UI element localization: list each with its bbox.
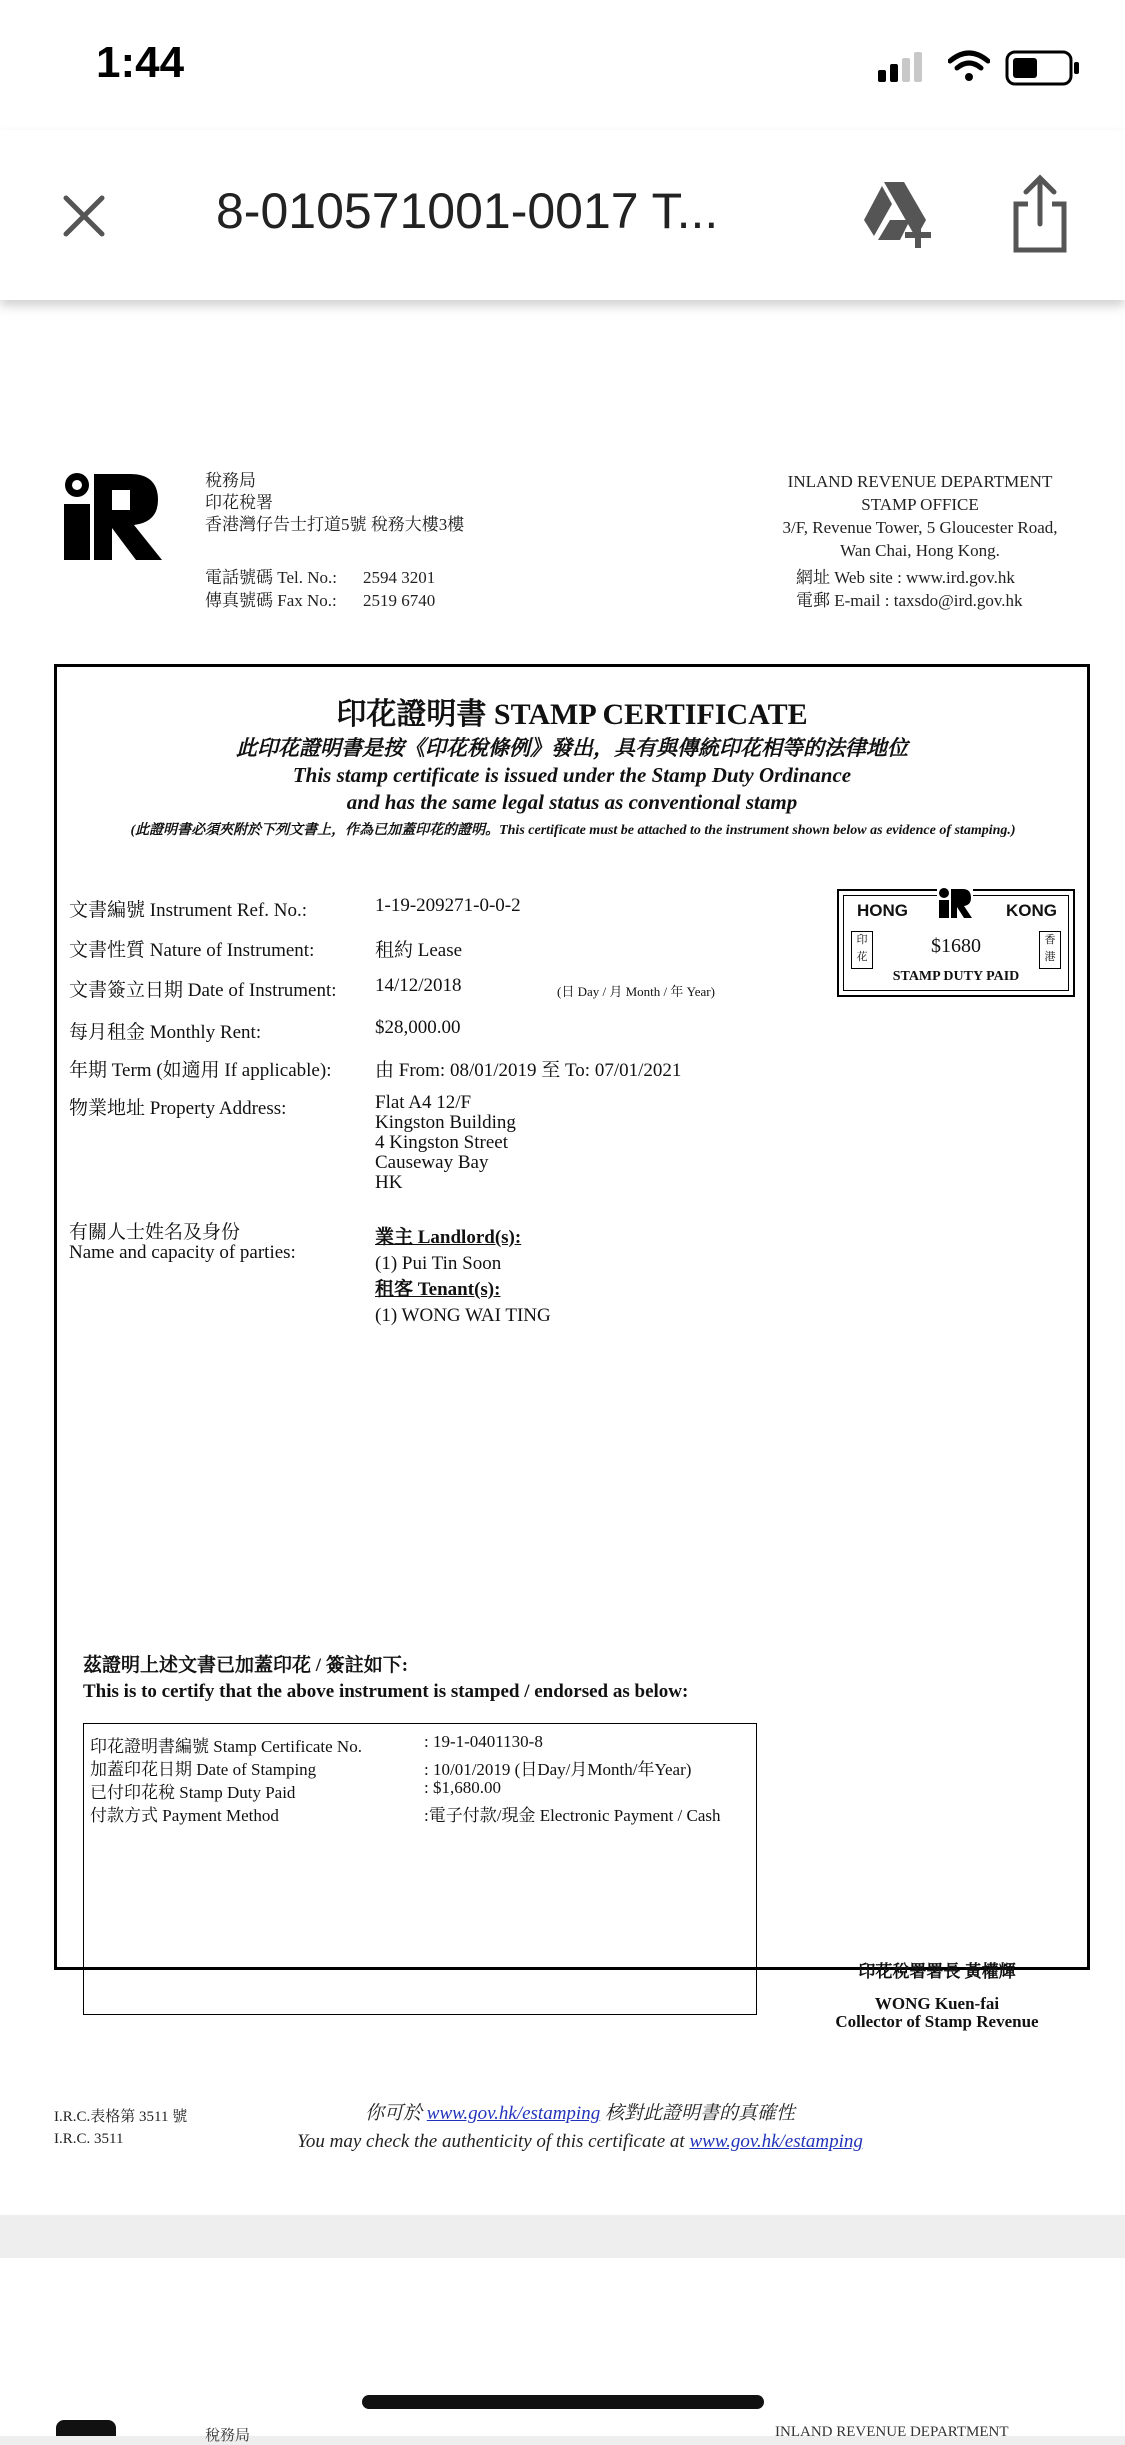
stamp-kong: KONG <box>1006 901 1057 920</box>
field-parties <box>57 1223 817 1343</box>
stamp-date-label: 加蓋印花日期 Date of Stamping <box>90 1760 317 1779</box>
parties-label-en: Name and capacity of parties: <box>69 1242 296 1263</box>
certify-en: This is to certify that the above instrument is stamped / endorsed as below: <box>83 1681 689 1702</box>
cert-no-value: : 19-1-0401130-8 <box>424 1732 543 1751</box>
tel-label: 電話號碼 Tel. No.: <box>205 568 337 587</box>
ird-logo <box>60 470 164 562</box>
parties-label-zh: 有關人士姓名及身份 <box>69 1222 241 1243</box>
stamp-paid-label: STAMP DUTY PAID <box>892 969 1020 984</box>
header-en-line: 3/F, Revenue Tower, 5 Gloucester Road, <box>782 518 1058 537</box>
address-value <box>375 1093 516 1193</box>
header-web <box>796 566 1023 612</box>
address-line: HK <box>375 1172 403 1193</box>
cert-no-label: 印花證明書編號 Stamp Certificate No. <box>90 1737 362 1756</box>
email: 電郵 E-mail : taxsdo@ird.gov.hk <box>796 591 1023 610</box>
parties-value <box>375 1225 551 1329</box>
method-value: :電子付款/現金 Electronic Payment / Cash <box>424 1806 721 1825</box>
parties-label <box>69 1223 296 1263</box>
address-label: 物業地址 Property Address: <box>69 1098 287 1119</box>
website: 網址 Web site : www.ird.gov.hk <box>796 568 1015 587</box>
pdf-page-2 <box>0 2258 1125 2436</box>
stamp-hong: HONG <box>857 901 908 920</box>
page2-ird-logo <box>56 2420 116 2436</box>
status-time: 1:44 <box>96 38 185 87</box>
form-number-zh: I.R.C.表格第 3511 號 <box>54 2109 188 2125</box>
landlord-name: (1) Pui Tin Soon <box>375 1253 502 1274</box>
certify-statement <box>83 1653 688 1705</box>
stamp-duty-paid-stamp <box>837 889 1075 997</box>
header-en-address <box>740 470 1100 562</box>
header-en-line: Wan Chai, Hong Kong. <box>840 541 1000 560</box>
certificate-title: 印花證明書 STAMP CERTIFICATE <box>336 698 808 731</box>
authenticity-en-pre: You may check the authenticity of this certificate at <box>297 2131 690 2152</box>
document-title: 8-010571001-0017 T... <box>216 183 719 239</box>
form-number <box>54 2106 187 2150</box>
subtitle-en-2: and has the same legal status as conventional stamp <box>346 790 798 814</box>
nature-value: 租約 Lease <box>375 940 463 961</box>
term-value: 由 From: 08/01/2019 至 To: 07/01/2021 <box>375 1060 682 1081</box>
cellular-signal-icon <box>878 52 928 82</box>
add-to-drive-icon[interactable] <box>860 180 934 250</box>
certificate-subtitle <box>57 735 1087 816</box>
date-label: 文書簽立日期 Date of Instrument: <box>69 980 337 1001</box>
header-zh-line: 稅務局 <box>205 471 256 490</box>
certificate-note: (此證明書必須夾附於下列文書上，作為已加蓋印花的證明。This certificate must be attached to the instrument shown below as evidence of stamping.) <box>130 823 1016 838</box>
stamp-date-value: : 10/01/2019 (日Day/月Month/年Year) <box>424 1760 692 1779</box>
nature-label: 文書性質 Nature of Instrument: <box>69 940 315 961</box>
page2-header-en: INLAND REVENUE DEPARTMENT <box>775 2424 1009 2440</box>
address-line: Kingston Building <box>375 1112 516 1133</box>
address-line: Causeway Bay <box>375 1152 489 1173</box>
authenticity-zh-pre: 你可於 <box>365 2103 427 2124</box>
tenant-name: (1) WONG WAI TING <box>375 1305 551 1326</box>
address-line: Flat A4 12/F <box>375 1092 472 1113</box>
term-label: 年期 Term (如適用 If applicable): <box>69 1060 332 1081</box>
authenticity-note <box>200 2100 960 2156</box>
header-zh-line: 香港灣仔告士打道5號 稅務大樓3樓 <box>205 515 465 534</box>
wifi-icon <box>948 50 990 82</box>
ref-label: 文書編號 Instrument Ref. No.: <box>69 900 308 921</box>
stamp-side-right: 香港 <box>1039 931 1061 969</box>
rent-label: 每月租金 Monthly Rent: <box>69 1022 262 1043</box>
stamping-details-box <box>83 1723 757 2015</box>
signature-name: WONG Kuen-fai <box>874 1994 1000 2013</box>
stamp-side-left: 印花 <box>851 931 873 969</box>
estamping-link-en[interactable]: www.gov.hk/estamping <box>689 2131 863 2152</box>
rent-value: $28,000.00 <box>375 1017 461 1038</box>
date-value: 14/12/2018 <box>375 975 462 996</box>
authenticity-en <box>200 2128 960 2156</box>
tel-number: 2594 3201 <box>363 568 436 587</box>
signature-title: Collector of Stamp Revenue <box>835 2012 1039 2031</box>
home-indicator[interactable] <box>362 2395 764 2409</box>
subtitle-en-1: This stamp certificate is issued under the Stamp Duty Ordinance <box>292 763 852 787</box>
certify-zh: 茲證明上述文書已加蓋印花 / 簽註如下: <box>83 1655 409 1676</box>
battery-icon <box>1005 50 1081 86</box>
header-en-line: STAMP OFFICE <box>861 495 979 514</box>
fax-number: 2519 6740 <box>363 591 436 610</box>
method-label: 付款方式 Payment Method <box>90 1806 279 1825</box>
duty-value: : $1,680.00 <box>424 1778 501 1797</box>
ref-value: 1-19-209271-0-0-2 <box>375 895 521 916</box>
header-zh-line: 印花稅署 <box>205 493 273 512</box>
field-address <box>57 1093 817 1203</box>
address-line: 4 Kingston Street <box>375 1132 508 1153</box>
stamp-amount: $1680 <box>931 935 981 957</box>
form-number-en: I.R.C. 3511 <box>54 2131 124 2147</box>
stamp-ird-logo <box>937 887 973 919</box>
share-icon[interactable] <box>1010 174 1070 254</box>
authenticity-zh <box>200 2100 960 2128</box>
header-en-line: INLAND REVENUE DEPARTMENT <box>787 472 1053 491</box>
close-icon[interactable] <box>54 186 114 246</box>
date-hint: (日 Day / 月 Month / 年 Year) <box>557 984 715 999</box>
document-toolbar <box>0 130 1125 300</box>
fax-label: 傳真號碼 Fax No.: <box>205 591 337 610</box>
pdf-page-1 <box>0 300 1125 2215</box>
collector-signature <box>817 1963 1057 2031</box>
status-bar <box>0 0 1125 130</box>
signature-zh: 印花稅署署長 黃權輝 <box>858 1962 1016 1981</box>
subtitle-zh: 此印花證明書是按《印花稅條例》發出，具有與傳統印花相等的法律地位 <box>236 736 908 760</box>
estamping-link-zh[interactable]: www.gov.hk/estamping <box>426 2103 601 2124</box>
tenant-heading: 租客 Tenant(s): <box>375 1279 501 1300</box>
landlord-heading: 業主 Landlord(s): <box>375 1227 522 1248</box>
header-contact <box>205 566 435 612</box>
stamp-certificate-box <box>54 664 1090 2031</box>
duty-label: 已付印花稅 Stamp Duty Paid <box>90 1783 296 1802</box>
authenticity-zh-post: 核對此證明書的真確性 <box>600 2103 795 2124</box>
header-zh-address <box>205 470 464 536</box>
page2-header-zh: 稅務局 <box>205 2428 251 2444</box>
